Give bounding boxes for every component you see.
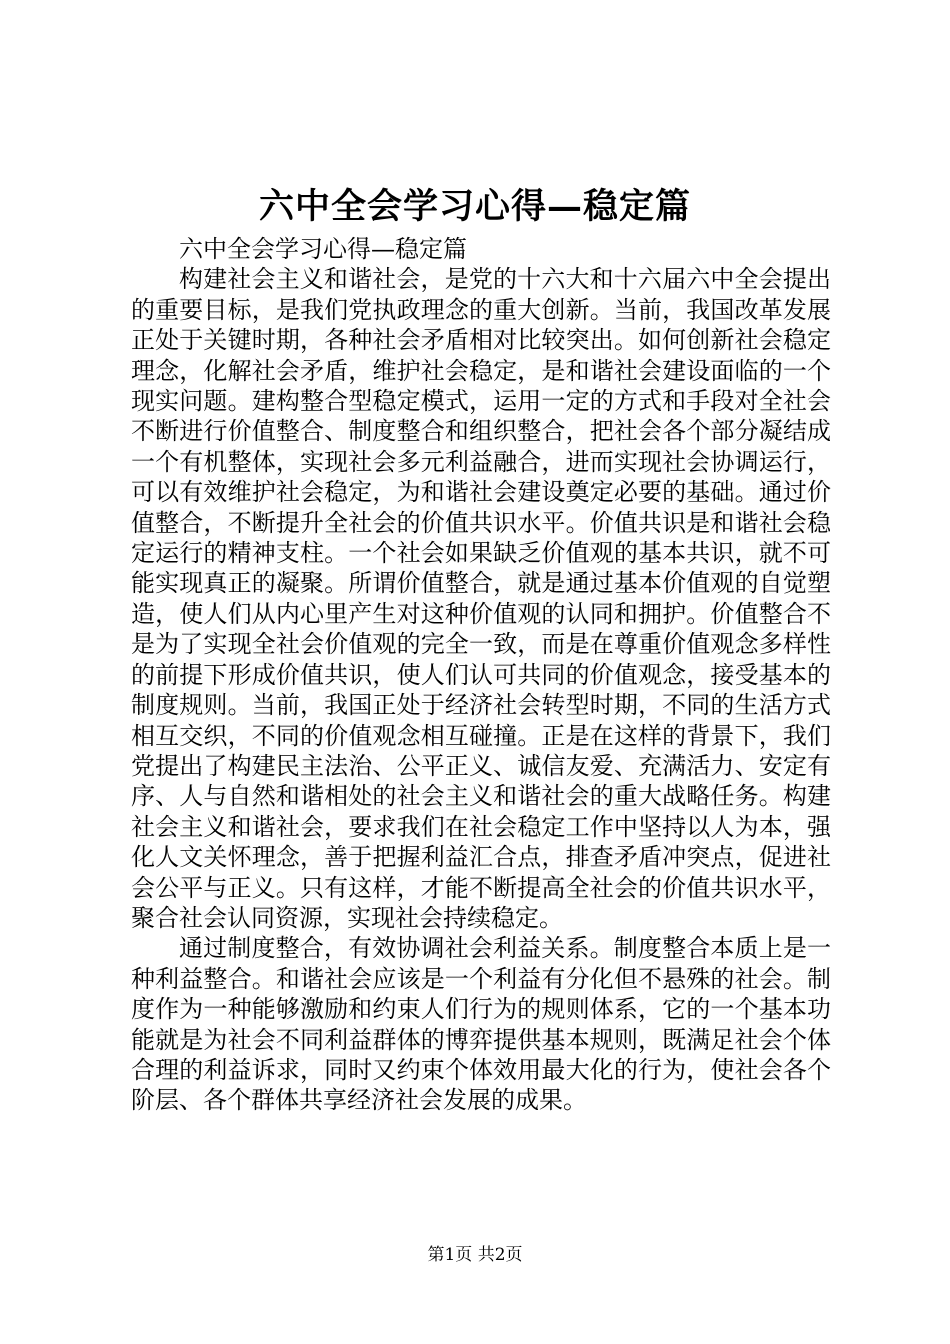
subtitle-paragraph: 六中全会学习心得—稳定篇 xyxy=(179,235,467,263)
body-paragraph: 通过制度整合，有效协调社会利益关系。制度整合本质上是一种利益整合。和谐社会应该是一个利益有分化但不悬殊的社会。制度作为一种能够激励和约束人们行为的规则体系，它的一个基本功能就是为社会不同利益群体的博弈提供基本规则，既满足社会个体合理的利益诉求，同时又约束个体效用最大化的行为，使社会各个阶层、各个群体共享经济社会发展的成果。 xyxy=(131,934,831,1115)
document-title: 六中全会学习心得—稳定篇 xyxy=(258,186,691,227)
document-body xyxy=(131,234,831,1116)
page-footer: 第1页 共2页 xyxy=(427,1245,523,1265)
body-paragraph: 构建社会主义和谐社会，是党的十六大和十六届六中全会提出的重要目标，是我们党执政理念的重大创新。当前，我国改革发展正处于关键时期，各种社会矛盾相对比较突出。如何创新社会稳定理念，化解社会矛盾，维护社会稳定，是和谐社会建设面临的一个现实问题。建构整合型稳定模式，运用一定的方式和手段对全社会不断进行价值整合、制度整合和组织整合，把社会各个部分凝结成一个有机整体，实现社会多元利益融合，进而实现社会协调运行，可以有效维护社会稳定，为和谐社会建设奠定必要的基础。通过价值整合，不断提升全社会的价值共识水平。价值共识是和谐社会稳定运行的精神支柱。一个社会如果缺乏价值观的基本共识，就不可能实现真正的凝聚。所谓价值整合，就是通过基本价值观的自觉塑造，使人们从内心里产生对这种价值观的认同和拥护。价值整合不是为了实现全社会价值观的完全一致，而是在尊重价值观念多样性的前提下形成价值共识，使人们认可共同的价值观念，接受基本的制度规则。当前，我国正处于经济社会转型时期，不同的生活方式相互交织，不同的价值观念相互碰撞。正是在这样的背景下，我们党提出了构建民主法治、公平正义、诚信友爱、充满活力、安定有序、人与自然和谐相处的社会主义和谐社会的重大战略任务。构建社会主义和谐社会，要求我们在社会稳定工作中坚持以人为本，强化人文关怀理念，善于把握利益汇合点，排查矛盾冲突点，促进社会公平与正义。只有这样，才能不断提高全社会的价值共识水平，聚合社会认同资源，实现社会持续稳定。 xyxy=(131,265,831,932)
